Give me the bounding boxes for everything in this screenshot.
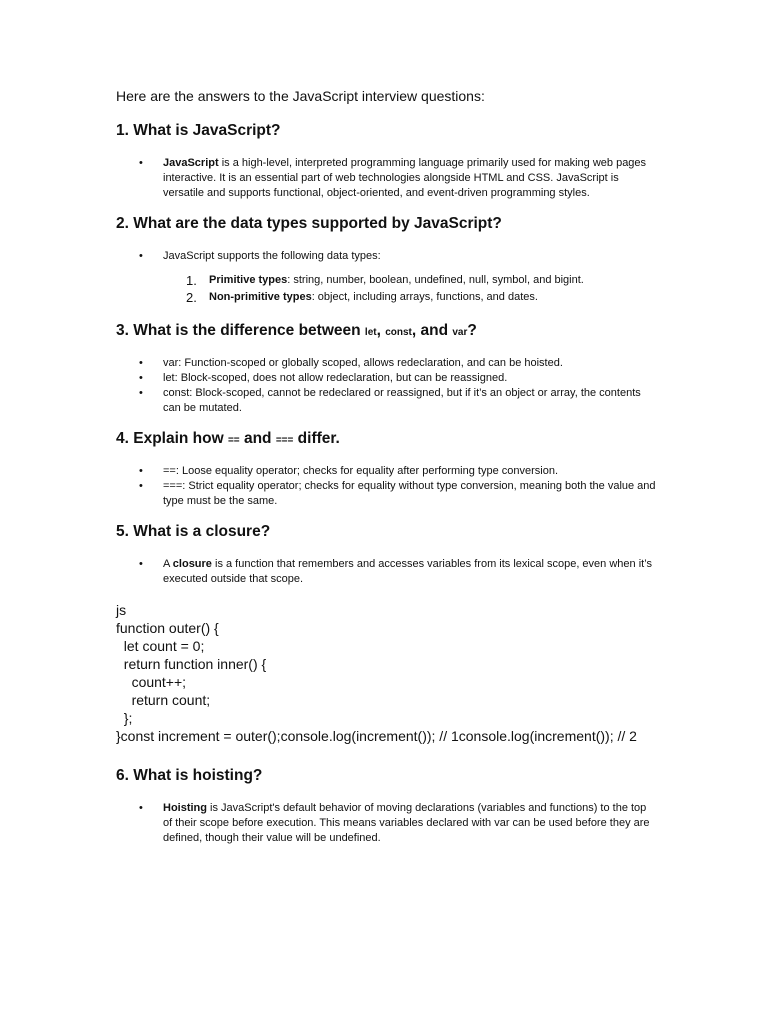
item-number: 1. [186,273,197,288]
code-operator: == [227,435,240,446]
bold-term: Non-primitive types [209,291,312,303]
section-2-numbered-list [116,272,658,306]
list-item [116,801,658,846]
list-item [116,371,658,386]
section-3-list [116,356,658,416]
list-item [116,464,658,479]
bold-term: Hoisting [163,802,207,814]
item-text: let: Block-scoped, does not allow redeclaration, but can be reassigned. [163,372,508,384]
section-6-heading: 6. What is hoisting? [116,767,263,784]
item-text: ==: Loose equality operator; checks for equality after performing type conversion. [163,465,558,477]
section-2-list [116,249,658,264]
item-text: : string, number, boolean, undefined, null, symbol, and bigint. [287,274,584,286]
code-block: js function outer() { let count = 0; return function inner() { count++; return count; }; }const increment = outer();console.log(increment()); // 1console.log(increment()); // 2 [116,602,637,744]
intro-text: Here are the answers to the JavaScript interview questions: [116,88,485,104]
heading-text: 3. What is the difference between [116,322,365,339]
heading-text: ? [467,322,477,339]
heading-text: , [376,322,386,339]
section-4-list [116,464,658,509]
item-text: is JavaScript's default behavior of moving declarations (variables and functions) to the top of their scope before execution. This means variables declared with var can be used before they are defined, though their value will be undefined. [163,802,650,844]
item-text: is a function that remembers and accesses variables from its lexical scope, even when it’s executed outside that scope. [163,558,652,585]
code-operator: === [275,435,294,446]
section-5-list [116,557,658,587]
item-text: is a high-level, interpreted programming language primarily used for making web pages interactive. It is an essential part of web technologies alongside HTML and CSS. JavaScript is versatile and supports functional, object-oriented, and event-driven programming styles. [163,157,647,199]
bold-term: Primitive types [209,274,288,286]
item-text: var: Function-scoped or globally scoped, allows redeclaration, and can be hoisted. [163,357,563,369]
item-text: : object, including arrays, functions, and dates. [311,291,538,303]
item-number: 2. [186,290,197,305]
list-item [116,156,658,201]
list-item [116,479,658,509]
item-text: ===: Strict equality operator; checks for equality without type conversion, meaning both the value and type must be the same. [163,480,656,507]
bold-term: JavaScript [163,157,219,169]
numbered-item [116,289,658,306]
item-text: const: Block-scoped, cannot be redeclared or reassigned, but if it’s an object or array, the contents can be mutated. [163,387,641,414]
heading-text: , and [411,322,453,339]
code-keyword: var [452,327,468,338]
bold-term: closure [172,558,212,570]
code-keyword: const [385,327,412,338]
list-item [116,557,658,587]
heading-text: and [239,430,276,447]
section-2-heading: 2. What are the data types supported by JavaScript? [116,215,502,232]
list-item [116,249,658,264]
item-prefix: A [163,558,173,570]
list-item [116,356,658,371]
section-4-heading [116,430,658,448]
section-1-heading: 1. What is JavaScript? [116,122,281,139]
code-keyword: let [364,327,377,338]
numbered-item [116,272,658,289]
section-6-list [116,801,658,846]
item-text: JavaScript supports the following data types: [163,250,381,262]
heading-text: differ. [293,430,340,447]
section-5-heading: 5. What is a closure? [116,523,271,540]
heading-text: 4. Explain how [116,430,228,447]
list-item [116,386,658,416]
section-3-heading [116,322,658,340]
section-1-list [116,156,658,201]
